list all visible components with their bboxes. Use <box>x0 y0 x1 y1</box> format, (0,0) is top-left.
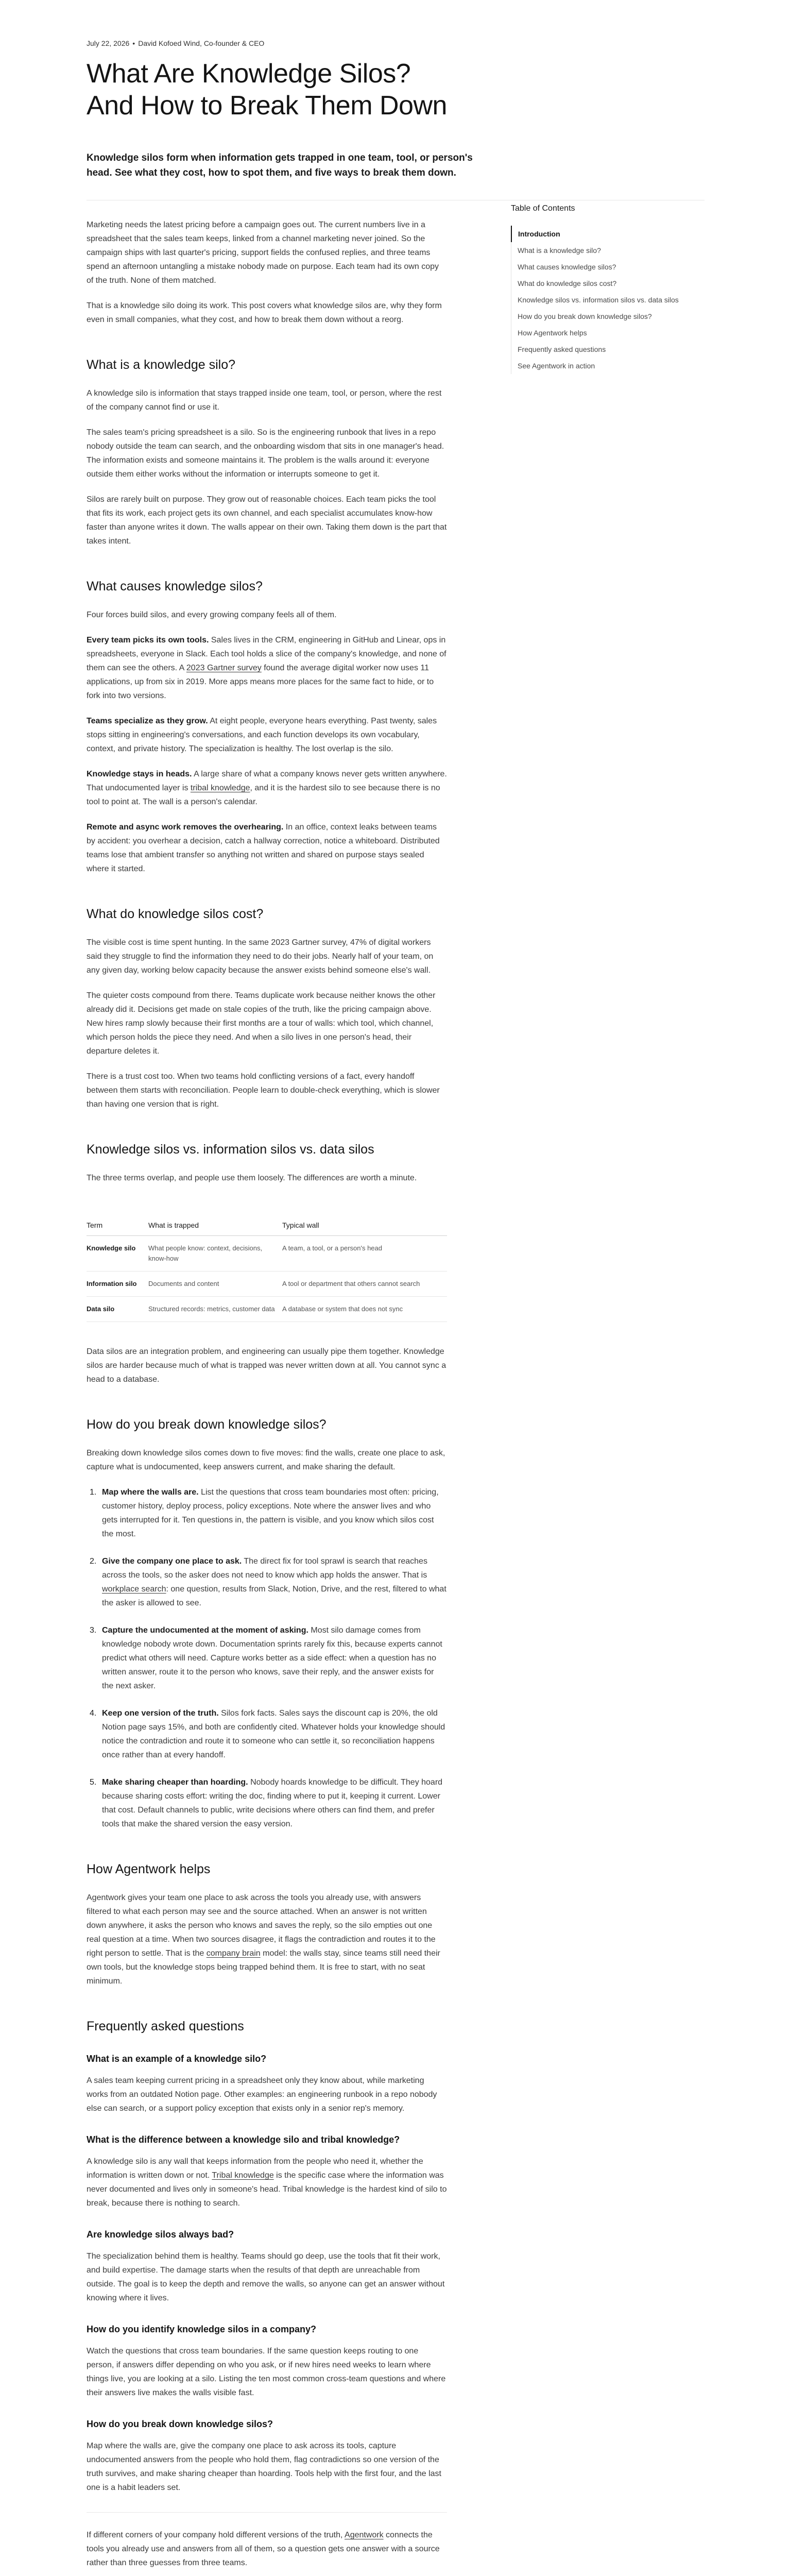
tribal-knowledge-link[interactable]: tribal knowledge <box>190 784 250 792</box>
toc-list <box>511 226 681 374</box>
list-item: 4. Keep one version of the truth. Silos fork facts. Sales says the discount cap is 20%, the old Notion page says 15%, and both are confidently cited. Whatever holds your knowledge should notice the contradiction and route it to someone who can settle it, so reconciliation happens once rather than at every handoff. <box>90 1709 445 1759</box>
paragraph: Breaking down knowledge silos comes down to five moves: find the walls, create one place to ask, capture what is undocumented, keep answers current, and make sharing the default. <box>87 1449 445 1471</box>
table-cell: A tool or department that others cannot search <box>282 1272 447 1297</box>
faq-question: What is an example of a knowledge silo? <box>87 2054 267 2064</box>
article-body <box>87 218 447 2570</box>
list-item: 1. Map where the walls are. List the questions that cross team boundaries most often: pricing, customer history, deploy process, policy exceptions. Note where the answer lives and who gets interrupted for it. Ten questions in, the pattern is visible, and you know which silos cost the most. <box>90 1488 439 1538</box>
faq-question: How do you identify knowledge silos in a company? <box>87 2324 317 2334</box>
workplace-search-link[interactable]: workplace search <box>102 1585 166 1594</box>
table-cell: Structured records: metrics, customer data <box>148 1297 282 1322</box>
tribal-knowledge-link[interactable]: Tribal knowledge <box>212 2171 274 2180</box>
toc-item-faq[interactable]: Frequently asked questions <box>518 345 606 353</box>
table-row <box>87 1297 447 1322</box>
table-cell: Data silo <box>87 1297 148 1322</box>
paragraph: Silos are rarely built on purpose. They grow out of reasonable choices. Each team picks the tool that fits its work, each project gets its own channel, and each specialist accumulates know-how faster than anyone writes it down. The walls appear on their own. Taking them down is the part that takes intent. <box>87 495 447 546</box>
table-header-row <box>87 1216 447 1236</box>
article-meta: July 22, 2026 • David Kofoed Wind, Co-founder & CEO <box>87 39 265 47</box>
paragraph: Agentwork gives your team one place to ask across the tools you already use, with answers filtered to what each person may see and the source attached. When an answer is not written down anywhere, it asks the person who knows and saves the reply, so the silo empties out one real question at a time. When two sources disagree, it flags the contradiction and routes it to the right person to settle. That is the company brain model: the walls stay, since teams still need their own tools, but the knowledge stops being trapped behind them. It is free to start, with no seat minimum. <box>87 1893 440 1986</box>
table-cell: Information silo <box>87 1272 148 1297</box>
toc-item-agentwork-helps[interactable]: How Agentwork helps <box>518 329 587 337</box>
toc-item-cost[interactable]: What do knowledge silos cost? <box>518 279 617 287</box>
toc-item-causes[interactable]: What causes knowledge silos? <box>518 263 616 271</box>
table-cell: A team, a tool, or a person's head <box>282 1236 447 1272</box>
paragraph: Four forces build silos, and every growing company feels all of them. <box>87 611 337 619</box>
paragraph: There is a trust cost too. When two teams hold conflicting versions of a fact, every handoff between them starts with reconciliation. People learn to double-check everything, which is slower than having one version that is right. <box>87 1072 440 1109</box>
divider <box>87 2512 447 2513</box>
author-line: David Kofoed Wind, Co-founder & CEO <box>138 39 265 47</box>
article-main <box>87 39 509 2576</box>
intro-paragraph: Marketing needs the latest pricing before a campaign goes out. The current numbers live in a spreadsheet that the sales team keeps, linked from a channel marketing never joined. So the campaign ships with last quarter's pricing, support fields the confused replies, and three teams spend an afternoon untangling a mistake nobody made on purpose. Each team had its own copy of the truth. None of them matched. <box>87 221 439 285</box>
paragraph: A knowledge silo is information that stays trapped inside one team, tool, or person, where the rest of the company cannot find or use it. <box>87 389 442 412</box>
table-cell: What people know: context, decisions, know-how <box>148 1236 282 1272</box>
paragraph: Data silos are an integration problem, and engineering can usually pipe them together. Knowledge silos are harder because much of what is trapped was never written down at all. You cannot sync a head to a database. <box>87 1347 446 1384</box>
toc-title: Table of Contents <box>511 204 575 213</box>
faq-answer: The specialization behind them is healthy. Teams should go deep, use the tools that fit their work, and build expertise. The damage starts when the results of that depth are unreachable from outside. The goal is to keep the depth and remove the walls, so anyone can get an answer without knowing where it lives. <box>87 2252 445 2302</box>
table-row <box>87 1236 447 1272</box>
cause-paragraph: Every team picks its own tools. Sales lives in the CRM, engineering in GitHub and Linear, ops in spreadsheets, everyone in Slack. Each tool holds a slice of the company's knowledge, and none of them can see the others. A 2023 Gartner survey found the average digital worker now uses 11 applications, up from six in 2019. More apps means more places for the same fact to hide, or to fork into two versions. <box>87 636 446 700</box>
faq-question: What is the difference between a knowledge silo and tribal knowledge? <box>87 2134 400 2145</box>
column-header: Typical wall <box>282 1216 447 1236</box>
article-lede: Knowledge silos form when information gets trapped in one team, tool, or person's head. See what they cost, how to spot them, and five ways to break them down. <box>87 152 473 178</box>
silo-comparison-table <box>87 1216 447 1322</box>
gartner-survey-link[interactable]: 2023 Gartner survey <box>186 664 262 672</box>
table-cell: Knowledge silo <box>87 1236 148 1272</box>
table-row <box>87 1272 447 1297</box>
section-heading: Knowledge silos vs. information silos vs. data silos <box>87 1142 374 1157</box>
section-heading: What is a knowledge silo? <box>87 358 236 372</box>
page-title: What Are Knowledge Silos? And How to Break Them Down <box>87 59 447 121</box>
section-heading: How do you break down knowledge silos? <box>87 1417 327 1432</box>
faq-answer: A sales team keeping current pricing in a spreadsheet only they know about, while marketing works from an outdated Notion page. Other examples: an engineering runbook in a repo nobody else can search, or a support policy exception that exists only in a senior rep's memory. <box>87 2076 437 2113</box>
company-brain-link[interactable]: company brain <box>206 1949 261 1958</box>
list-item: 5. Make sharing cheaper than hoarding. Nobody hoards knowledge to be difficult. They hoard because sharing costs effort: writing the doc, finding where to put it, keeping it current. Lower that cost. Default channels to public, write decisions where others can find them, and prefer tools that make the shared version the easy version. <box>90 1778 443 1828</box>
faq-answer: A knowledge silo is any wall that keeps information from the people who need it, whether the information is written down or not. Tribal knowledge is the specific case where the information was never documented and lives only in someone's head. Tribal knowledge is the hardest kind of silo to break, because there is nothing to search. <box>87 2157 447 2208</box>
paragraph: The quieter costs compound from there. Teams duplicate work because neither knows the other already did it. Decisions get made on stale copies of the truth, like the pricing campaign above. New hires ramp slowly because their first months are a tour of walls: which tool, which channel, which person holds the piece they need. And when a silo lives in one person's head, their departure deletes it. <box>87 991 436 1056</box>
paragraph: The sales team's pricing spreadsheet is a silo. So is the engineering runbook that lives in a repo nobody outside the team can search, and the onboarding wisdom that sits in one manager's head. The information exists and someone maintains it. The problem is the walls around it: everyone outside them either works without the information or interrupts someone to get it. <box>87 428 444 479</box>
cause-paragraph: Remote and async work removes the overhearing. In an office, context leaks between teams by accident: you overhear a decision, catch a hallway correction, notice a whiteboard. Distributed teams lose that ambient transfer so anything not written and shared on purpose stays sealed where it started. <box>87 823 440 873</box>
toc-item-break-down[interactable]: How do you break down knowledge silos? <box>518 312 652 320</box>
toc-item-see-in-action[interactable]: See Agentwork in action <box>518 362 595 370</box>
column-header: Term <box>87 1216 148 1236</box>
faq-answer: Watch the questions that cross team boundaries. If the same question keeps routing to one person, if answers differ depending on who you ask, or if new hires need weeks to learn where things live, you are looking at a silo. Listing the ten most common cross-team questions and where their answers live makes the walls visible fast. <box>87 2347 446 2397</box>
cause-paragraph: Teams specialize as they grow. At eight people, everyone hears everything. Past twenty, sales stops sitting in engineering's conversations, and each function develops its own vocabulary, context, and private history. The specialization is healthy. The lost overlap is the silo. <box>87 717 437 753</box>
paragraph: The three terms overlap, and people use them loosely. The differences are worth a minute. <box>87 1174 417 1182</box>
list-item: 2. Give the company one place to ask. The direct fix for tool sprawl is search that reaches across the tools, so the asker does not need to know which app holds the answer. That is workplace search: one question, results from Slack, Notion, Drive, and the rest, filtered to what the asker is allowed to see. <box>90 1557 446 1607</box>
toc-item-introduction[interactable]: Introduction <box>511 226 681 242</box>
steps-list <box>87 1485 447 1831</box>
section-heading: What do knowledge silos cost? <box>87 907 264 921</box>
publish-date: July 22, 2026 <box>87 39 130 47</box>
toc-item-what-is[interactable]: What is a knowledge silo? <box>518 246 601 255</box>
table-of-contents <box>511 204 681 374</box>
section-heading: Frequently asked questions <box>87 2019 244 2033</box>
section-heading: How Agentwork helps <box>87 1862 211 1876</box>
table-cell: A database or system that does not sync <box>282 1297 447 1322</box>
closing-paragraph: If different corners of your company hold different versions of the truth, Agentwork connects the tools you already use and answers from all of them, so a question gets one answer with a source rather than three guesses from three teams. <box>87 2531 440 2567</box>
table-cell: Documents and content <box>148 1272 282 1297</box>
list-item: 3. Capture the undocumented at the moment of asking. Most silo damage comes from knowledge nobody wrote down. Documentation sprints rarely fix this, because experts cannot predict what others will need. Capture works better as a side effect: when a question has no written answer, route it to the person who knows, save their reply, and the answer exists for the next asker. <box>90 1626 442 1690</box>
column-header: What is trapped <box>148 1216 282 1236</box>
section-heading: What causes knowledge silos? <box>87 579 263 594</box>
faq-question: Are knowledge silos always bad? <box>87 2229 234 2240</box>
cause-paragraph: Knowledge stays in heads. A large share of what a company knows never gets written anywhere. That undocumented layer is tribal knowledge, and it is the hardest silo to see because there is no tool to point at. The wall is a person's calendar. <box>87 770 447 806</box>
intro-paragraph: That is a knowledge silo doing its work. This post covers what knowledge silos are, why they form even in small companies, what they cost, and how to break them down without a reorg. <box>87 301 442 324</box>
toc-item-comparison[interactable]: Knowledge silos vs. information silos vs. data silos <box>518 296 679 304</box>
faq-question: How do you break down knowledge silos? <box>87 2419 273 2429</box>
paragraph: The visible cost is time spent hunting. In the same 2023 Gartner survey, 47% of digital workers said they struggle to find the information they need to do their jobs. Nearly half of your team, on any given day, working below capacity because the answer exists behind someone else's wall. <box>87 938 434 975</box>
agentwork-link[interactable]: Agentwork <box>345 2531 384 2539</box>
faq-answer: Map where the walls are, give the company one place to ask across its tools, capture undocumented answers from the people who hold them, flag contradictions so one version of the truth survives, and make sharing cheaper than hoarding. Tools help with the first four, and the last one is a habit leaders set. <box>87 2442 441 2492</box>
